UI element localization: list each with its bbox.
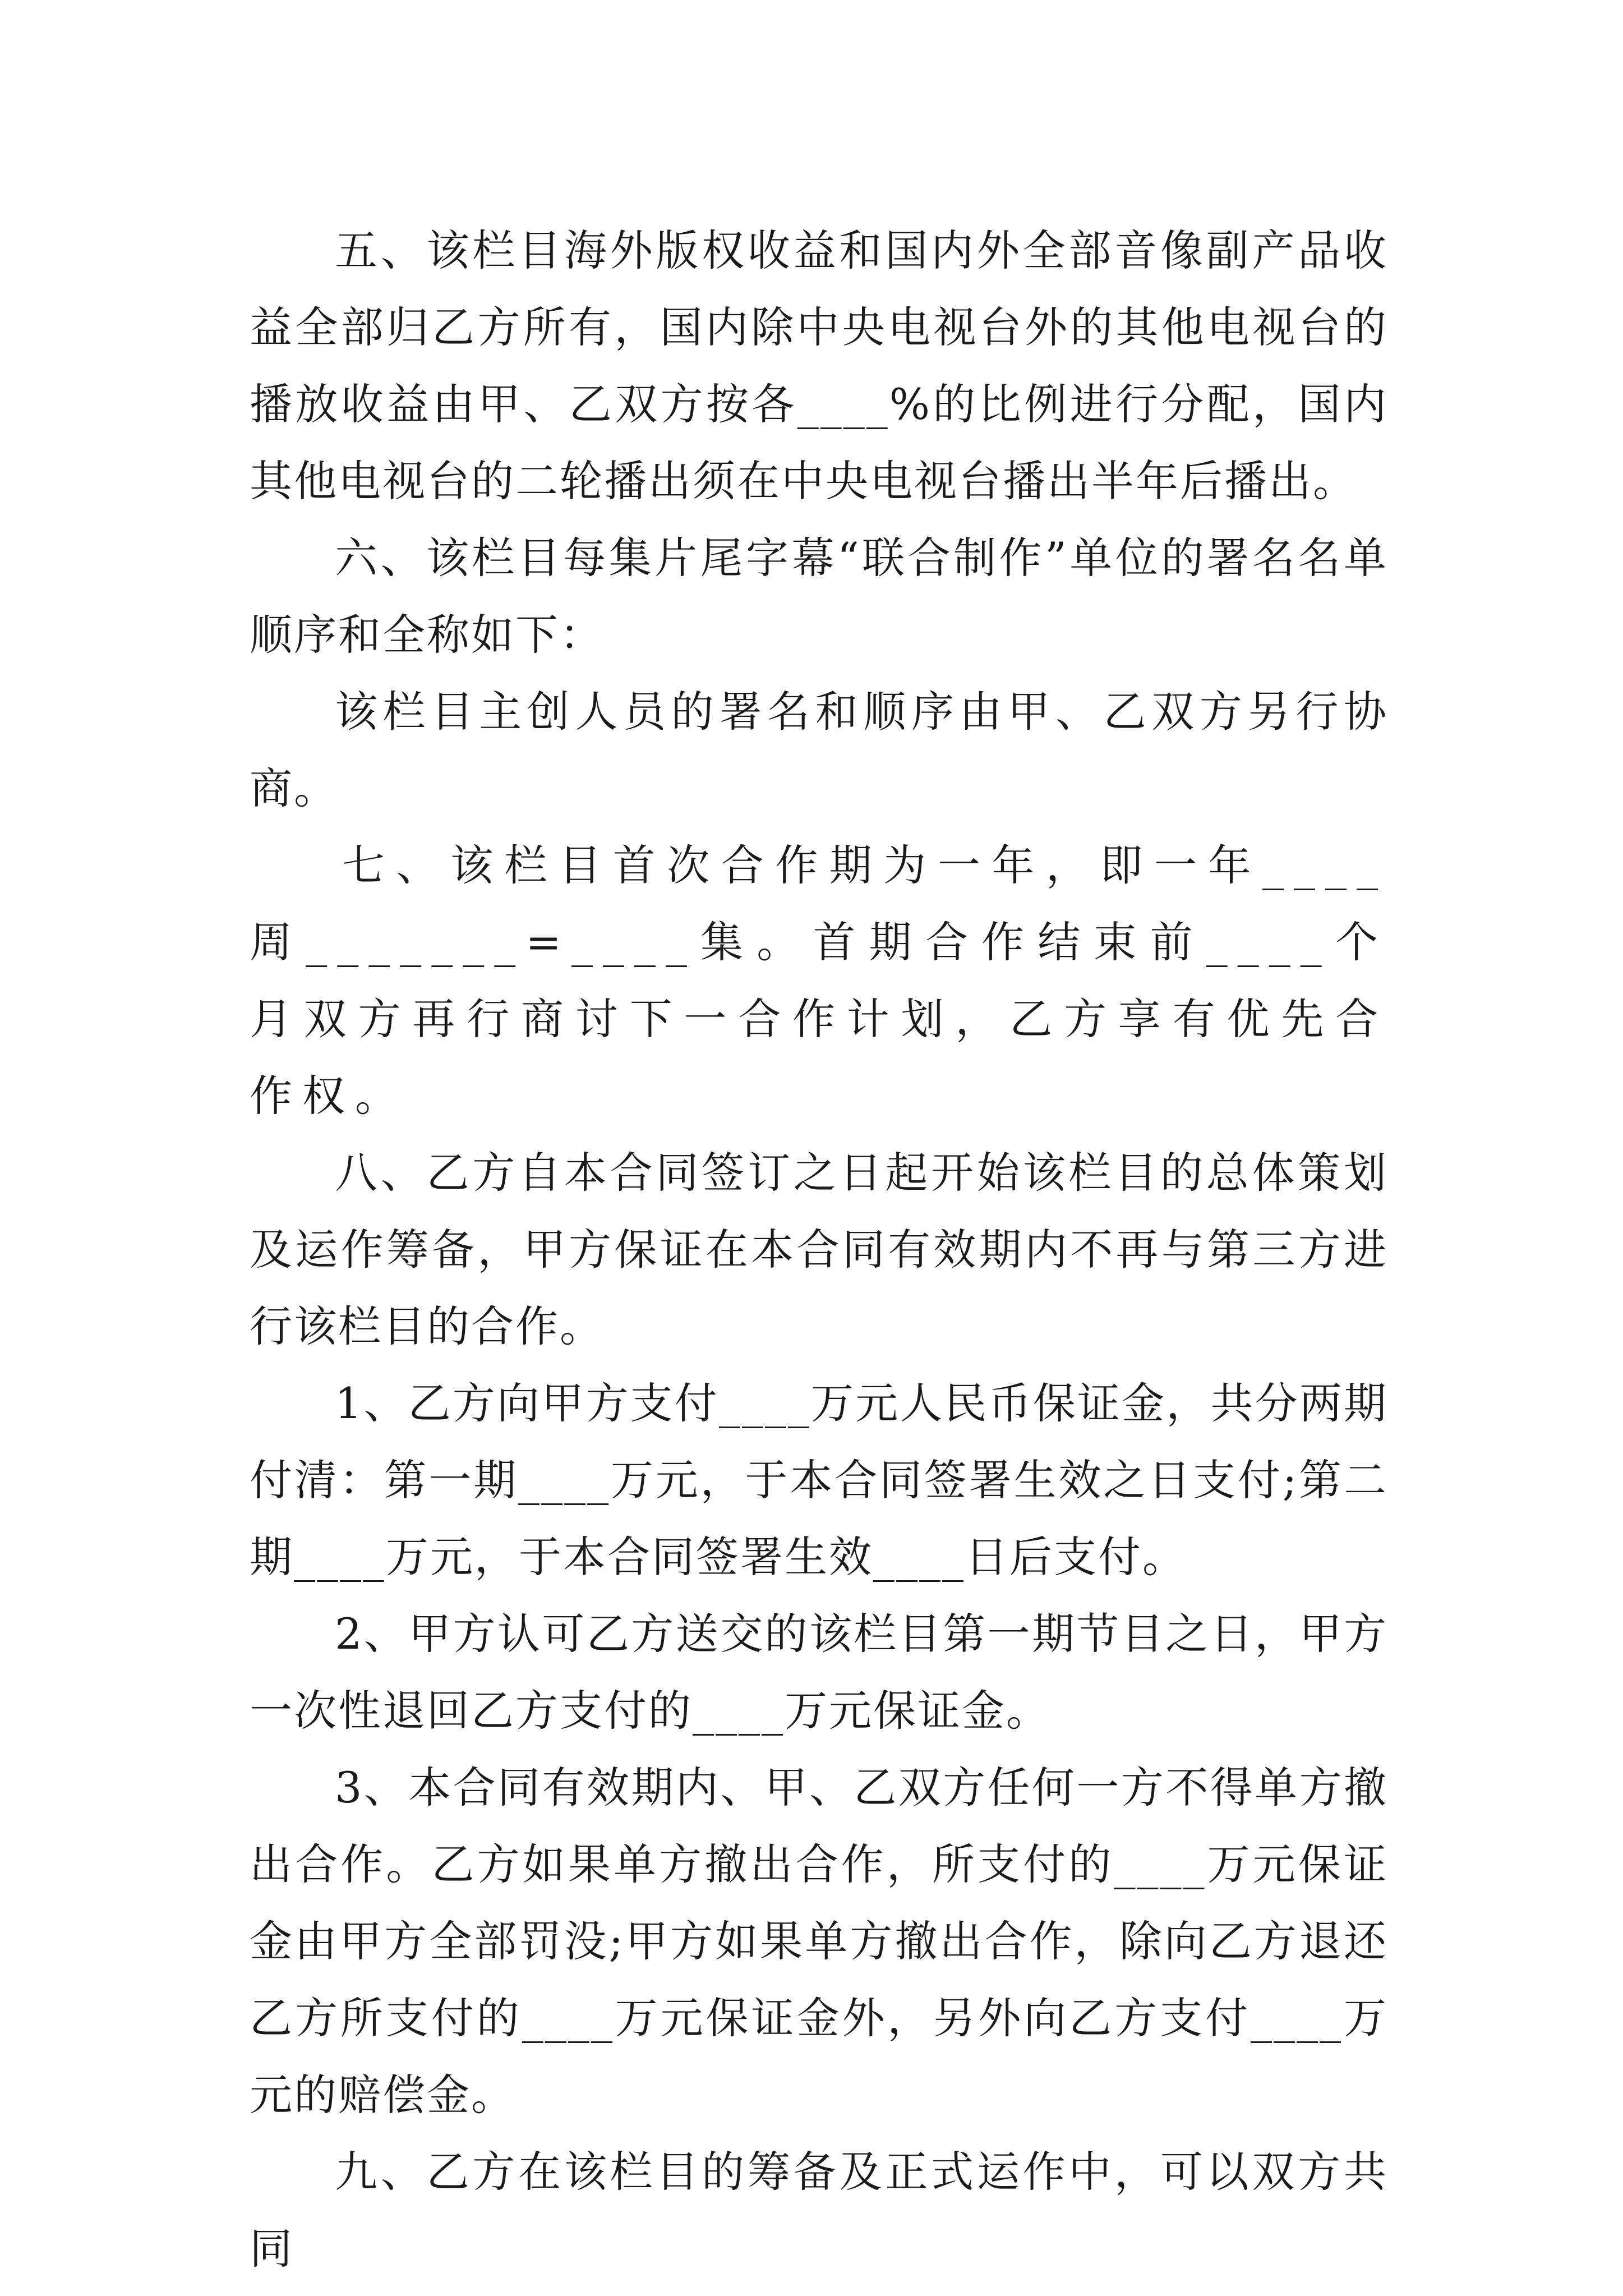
paragraph-8-3-withdrawal: 3、本合同有效期内、甲、乙双方任何一方不得单方撤出合作。乙方如果单方撤出合作，所支付的____万元保证金由甲方全部罚没;甲方如果单方撤出合作，除向乙方退还乙方所支付的____万元保证金外，另外向乙方支付____万元的赔偿金。	[250, 1763, 1388, 2120]
paragraph-6-credits: 六、该栏目每集片尾字幕“联合制作”单位的署名名单顺序和全称如下：	[250, 533, 1388, 660]
paragraph-staff-credits: 该栏目主创人员的署名和顺序由甲、乙双方另行协商。	[250, 687, 1388, 813]
paragraph-8-planning: 八、乙方自本合同签订之日起开始该栏目的总体策划及运作筹备，甲方保证在本合同有效期内不再与第三方进行该栏目的合作。	[250, 1148, 1388, 1351]
paragraph-7-term: 七、该栏目首次合作期为一年，即一年____周_______=____集。首期合作结束前____个月双方再行商讨下一合作计划，乙方享有优先合作权。	[250, 840, 1388, 1121]
paragraph-9-operation: 九、乙方在该栏目的筹备及正式运作中，可以双方共同	[250, 2147, 1388, 2274]
document-body	[250, 212, 1388, 2287]
paragraph-5-revenue: 五、该栏目海外版权收益和国内外全部音像副产品收益全部归乙方所有，国内除中央电视台外的其他电视台的播放收益由甲、乙双方按各____%的比例进行分配，国内其他电视台的二轮播出须在中央电视台播出半年后播出。	[250, 226, 1388, 506]
paragraph-8-1-deposit: 1、乙方向甲方支付____万元人民币保证金，共分两期付清：第一期____万元，于本合同签署生效之日支付;第二期____万元，于本合同签署生效____日后支付。	[250, 1378, 1388, 1582]
paragraph-8-2-refund: 2、甲方认可乙方送交的该栏目第一期节目之日，甲方一次性退回乙方支付的____万元保证金。	[250, 1609, 1388, 1736]
